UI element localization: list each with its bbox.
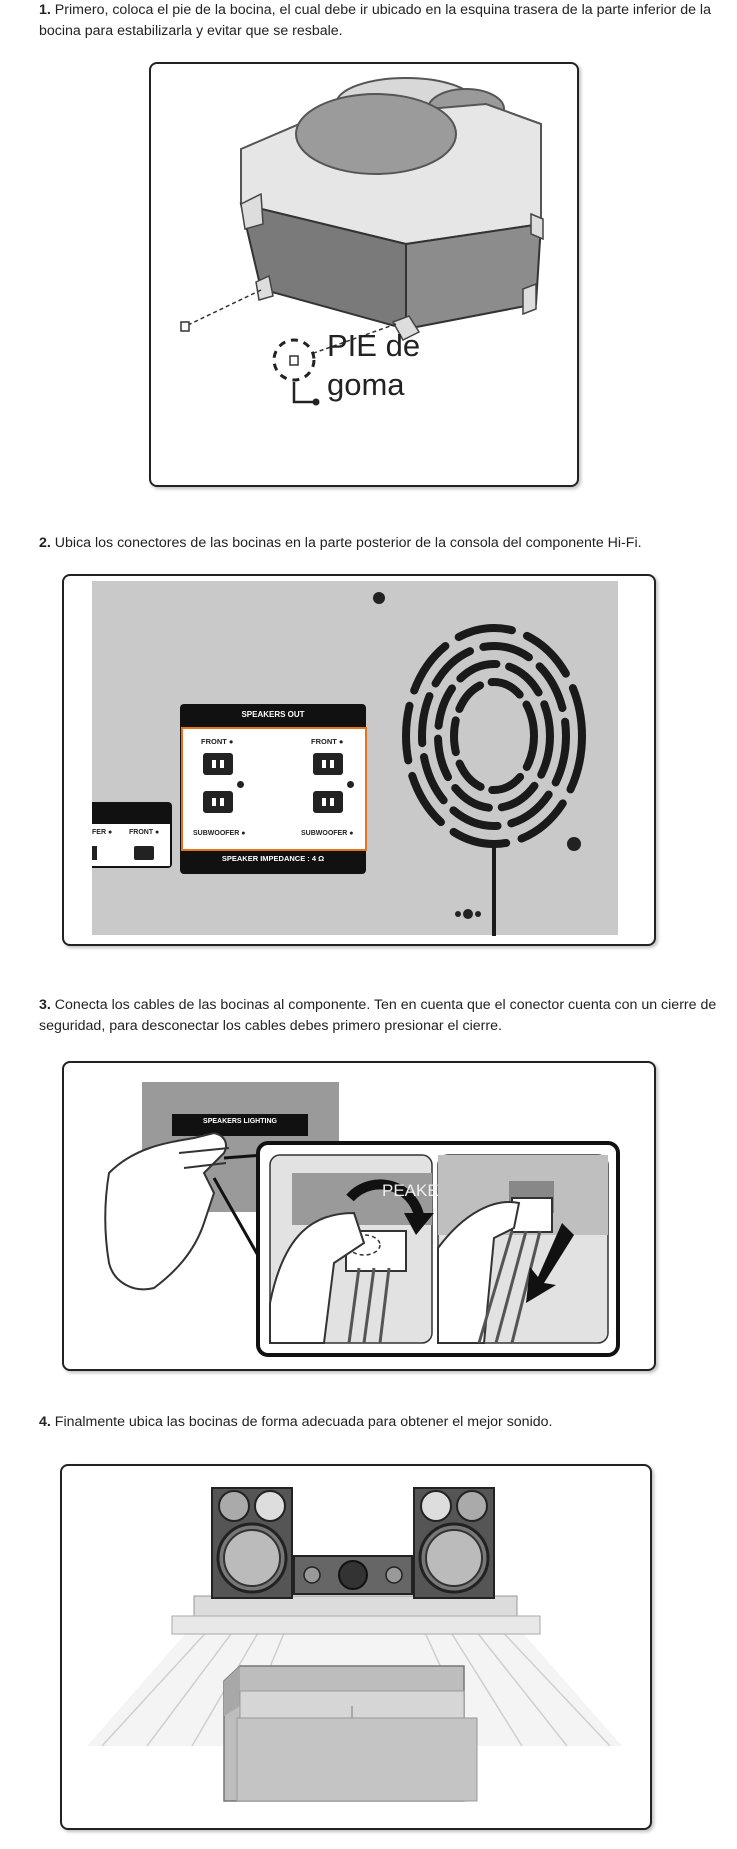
sub-right-jack <box>313 791 343 813</box>
sub-left-label: SUBWOOFER ● <box>193 830 246 837</box>
front-right-label: FRONT ● <box>311 737 344 746</box>
figure-speaker-foot <box>149 62 579 487</box>
front-right-jack <box>313 753 343 775</box>
step-description: Conecta los cables de las bocinas al componente. Ten en cuenta que el conector cuenta con un cierre de seguridad, para desconectar los cables debes primero presionar el cierre. <box>39 997 717 1034</box>
foot-label <box>327 326 420 404</box>
sub-right-label: SUBWOOFER ● <box>301 830 354 837</box>
front-left-jack <box>203 753 233 775</box>
step-number: 3. <box>39 997 51 1013</box>
step-1-text <box>39 0 719 42</box>
step-3-text <box>39 995 719 1037</box>
speakers-out-title: SPEAKERS OUT <box>241 710 305 719</box>
connect-cables-illustration <box>64 1063 654 1369</box>
figure-speaker-connectors <box>62 574 656 946</box>
lighting-panel-title: SPEAKERS LIGHTING <box>203 1118 277 1125</box>
inset-panel-partial-label: PEAKE <box>382 1181 439 1200</box>
front-left-label: FRONT ● <box>201 737 234 746</box>
figure-connect-cables <box>62 1061 656 1371</box>
room-placement-illustration <box>62 1466 650 1828</box>
secondary-connector-panel <box>92 802 172 868</box>
impedance-label: SPEAKER IMPEDANCE : 4 Ω <box>221 854 325 863</box>
step-4-text <box>39 1412 719 1433</box>
step-2-text <box>39 533 719 554</box>
sub-left-jack <box>203 791 233 813</box>
foot-label-line1: PIE de <box>327 328 421 363</box>
figure-speaker-placement <box>60 1464 652 1830</box>
step-number: 1. <box>39 2 51 18</box>
foot-label-line2: goma <box>327 367 405 402</box>
partial-jack <box>92 846 97 860</box>
screw-dot <box>347 781 354 788</box>
screw-dot <box>237 781 244 788</box>
secondary-connector-area <box>92 824 170 866</box>
partial-front-label: FRONT ● <box>129 829 160 836</box>
step-number: 2. <box>39 535 51 551</box>
partial-sub-label: FER ● <box>92 829 113 836</box>
step-number: 4. <box>39 1414 51 1430</box>
partial-jack <box>134 846 154 860</box>
step-description: Finalmente ubica las bocinas de forma adecuada para obtener el mejor sonido. <box>54 1414 553 1430</box>
connector-area <box>181 727 367 851</box>
step-description: Primero, coloca el pie de la bocina, el cual debe ir ubicado en la esquina trasera de la parte inferior de la bocina para estabilizarla y evitar que se resbale. <box>39 2 711 39</box>
speakers-out-panel <box>180 704 366 874</box>
speaker-foot-illustration <box>151 64 577 485</box>
step-description: Ubica los conectores de las bocinas en la parte posterior de la consola del componente Hi-Fi. <box>54 535 642 551</box>
